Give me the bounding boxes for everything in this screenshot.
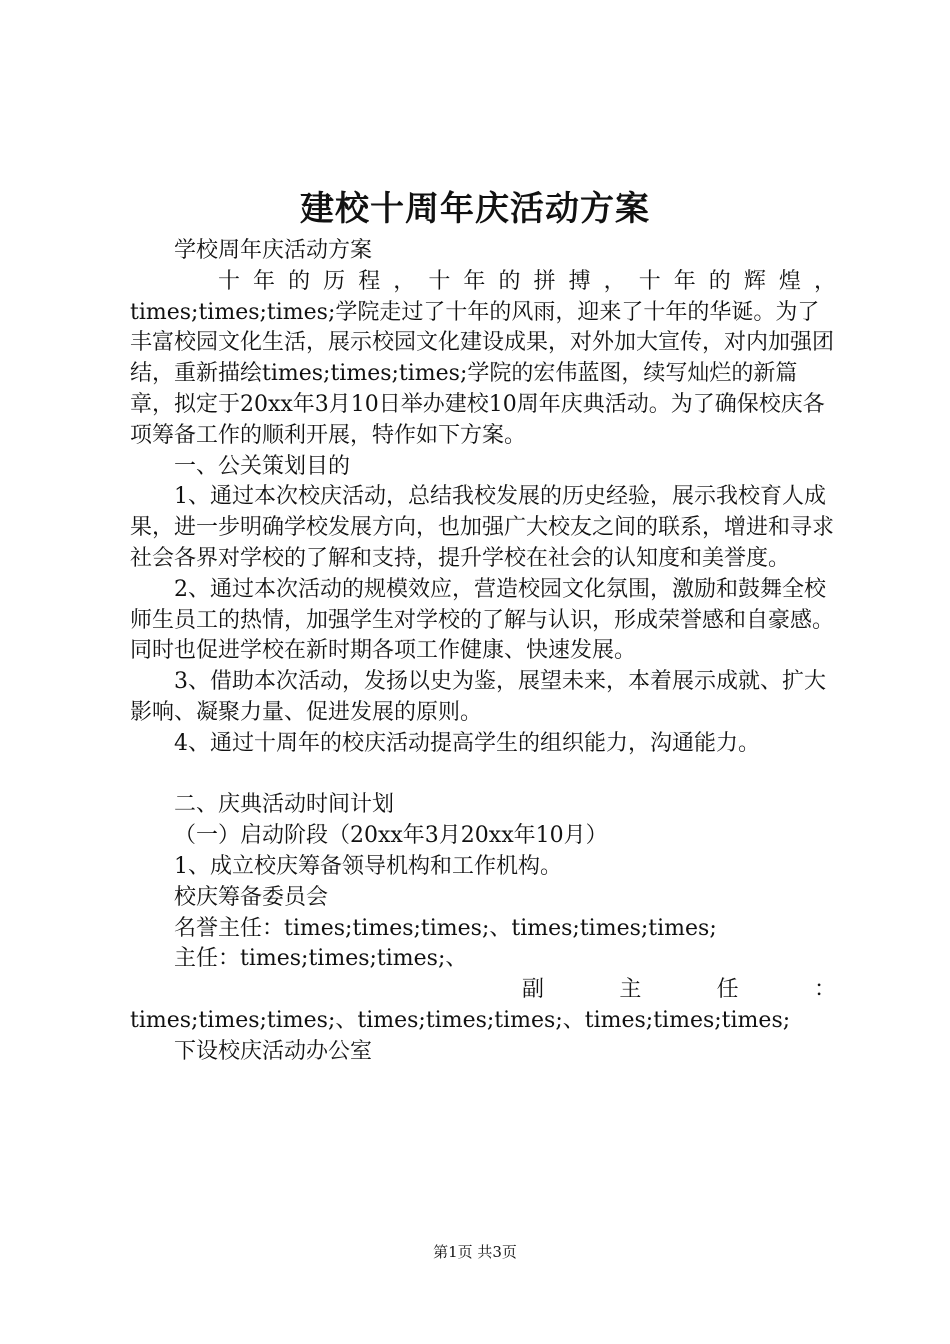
blank-line [130, 760, 836, 791]
section-heading-2: 二、庆典活动时间计划 [174, 792, 395, 818]
deputy-director-label: 副主任： [522, 977, 836, 1003]
goal-paragraph-1: 1、通过本次校庆活动，总结我校发展的历史经验，展示我校育人成果，进一步明确学校发展方向，也加强广大校友之间的联系，增进和寻求社会各界对学校的了解和支持，提升学校在社会的认知度和美誉度。 [130, 484, 835, 571]
office-line: 下设校庆活动办公室 [174, 1038, 373, 1064]
phase-heading: （一）启动阶段（20xx年3月20xx年10月） [174, 823, 608, 849]
director-line: 主任：times;times;times;、 [174, 946, 468, 972]
goal-paragraph-4: 4、通过十周年的校庆活动提高学生的组织能力，沟通能力。 [174, 730, 760, 756]
document-title: 建校十周年庆活动方案 [300, 189, 650, 229]
goal-paragraph-3: 3、借助本次活动，发扬以史为鉴，展望未来，本着展示成就、扩大影响、凝聚力量、促进发展的原则。 [130, 669, 826, 725]
page-footer: 第1页 共3页 [433, 1243, 517, 1261]
goal-paragraph-2: 2、通过本次活动的规模效应，营造校园文化氛围，激励和鼓舞全校师生员工的热情，加强学生对学校的了解与认识，形成荣誉感和自豪感。同时也促进学校在新时期各项工作健康、快速发展。 [130, 576, 835, 664]
committee-heading: 校庆筹备委员会 [174, 884, 329, 910]
document-body [130, 236, 836, 1068]
intro-paragraph: times;times;times;学院走过了十年的风雨，迎来了十年的华诞。为了丰富校园文化生活，展示校园文化建设成果，对外加大宣传，对内加强团结，重新描绘times;times;times;学院的宏伟蓝图，续写灿烂的新篇章，拟定于20xx年3月10日举办建校10周年庆典活动。为了确保校庆各项筹备工作的顺利开展，特作如下方案。 [130, 299, 835, 448]
intro-paragraph-line1: 十年的历程，十年的拼搏，十年的辉煌， [218, 268, 836, 294]
deputy-director-names: times;times;times;、times;times;times;、times;times;times; [130, 1007, 791, 1033]
subtitle-paragraph: 学校周年庆活动方案 [174, 238, 373, 263]
deputy-director-label-line [130, 975, 836, 1006]
item-paragraph-1: 1、成立校庆筹备领导机构和工作机构。 [174, 853, 562, 879]
section-heading-1: 一、公关策划目的 [174, 453, 351, 479]
honorary-director-line: 名誉主任：times;times;times;、times;times;times; [174, 915, 717, 941]
